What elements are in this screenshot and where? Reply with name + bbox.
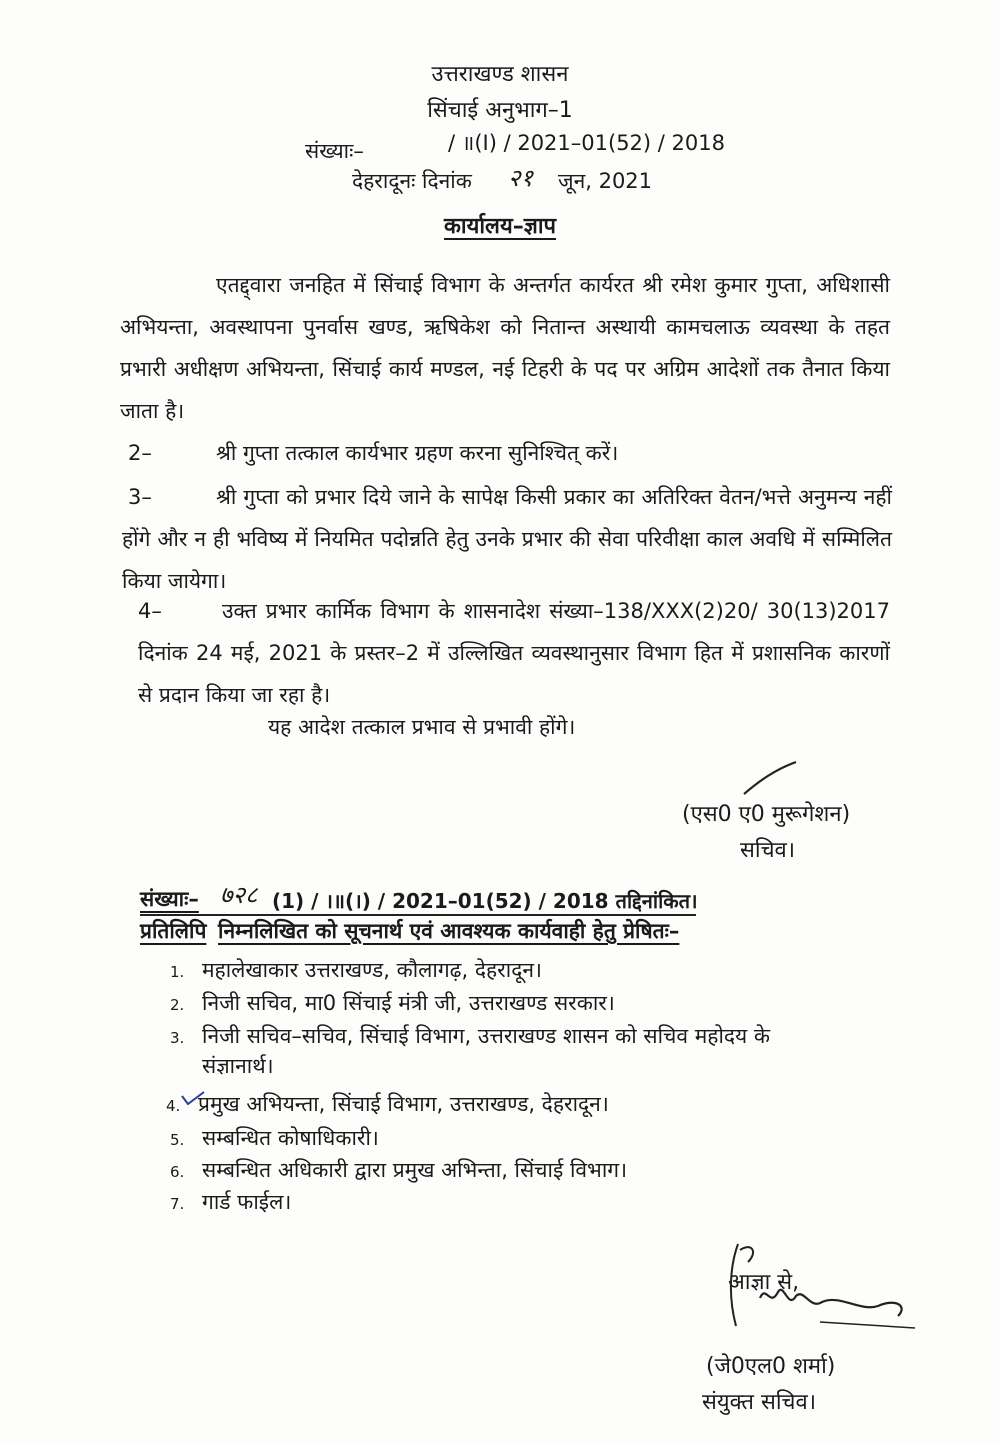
reference-number-label: संख्याः– — [305, 139, 364, 163]
signatory-2-name: (जे0एल0 शर्मा) — [706, 1354, 836, 1379]
handwritten-copy-number: ७२८ — [220, 881, 258, 909]
item-4-text: उक्त प्रभार कार्मिक विभाग के शासनादेश संख्या–138/XXX(2)20/ 30(13)2017 दिनांक 24 मई, 2021 के प्रस्तर–2 में उल्लिखित व्यवस्थानुसार विभाग हित में प्रशासनिक कारणों से प्रदान किया जा रहा है। — [138, 599, 890, 707]
by-order-text: आज्ञा से, — [728, 1270, 800, 1295]
tick-mark-icon — [180, 1090, 206, 1108]
section-name: सिंचाई अनुभाग–1 — [427, 98, 573, 123]
copy-item: 3. निजी सचिव–सचिव, सिंचाई विभाग, उत्तराखण्ड शासन को सचिव महोदय के — [170, 1024, 771, 1048]
signatory-1-name: (एस0 ए0 मुरूगेशन) — [682, 802, 851, 827]
copy-item: 5. सम्बन्धित कोषाधिकारी। — [170, 1126, 379, 1150]
handwritten-date: २१ — [508, 164, 533, 192]
item-2-number: 2– — [128, 441, 152, 465]
item-3-number: 3– — [128, 485, 152, 509]
reference-number: / ॥(I) / 2021–01(52) / 2018 — [448, 131, 725, 155]
copy-item: 6. सम्बन्धित अधिकारी द्वारा प्रमुख अभिन्ता, सिंचाई विभाग। — [170, 1158, 628, 1182]
signature-mark-1 — [740, 758, 800, 798]
item-3-text: श्री गुप्ता को प्रभार दिये जाने के सापेक्ष किसी प्रकार का अतिरिक्त वेतन/भत्ते अनुमन्य नहीं होंगे और न ही भविष्य में नियमित पदोन्नति हेतु उनके प्रभार की सेवा परिवीक्षा काल अवधि में सम्मिलित किया जायेगा। — [122, 485, 892, 593]
copy-item: 1. महालेखाकार उत्तराखण्ड, कौलागढ़, देहरादून। — [170, 958, 542, 982]
copy-label: प्रतिलिपि — [140, 919, 207, 943]
copy-number-label: संख्याः– — [140, 887, 199, 911]
signature-2 — [700, 1236, 920, 1346]
copy-number: (1) / ।॥(।) / 2021–01(52) / 2018 तद्दिनांकित। — [272, 889, 698, 913]
document-title: कार्यालय–ज्ञाप — [443, 214, 557, 239]
copy-item: 7. गार्ड फाईल। — [170, 1190, 292, 1214]
item-4-number: 4– — [138, 599, 162, 623]
paragraph-1: एतद्द्वारा जनहित में सिंचाई विभाग के अन्तर्गत कार्यरत श्री रमेश कुमार गुप्ता, अधिशासी अभियन्ता, अवस्थापना पुनर्वास खण्ड, ऋषिकेश को नितान्त अस्थायी कामचलाऊ व्यवस्था के तहत प्रभारी अधीक्षण अभियन्ता, सिंचाई कार्य मण्डल, नई टिहरी के पद पर अग्रिम आदेशों तक तैनात किया जाता है। — [120, 273, 890, 423]
government-name: उत्तराखण्ड शासन — [431, 62, 569, 87]
closing-line: यह आदेश तत्काल प्रभाव से प्रभावी होंगे। — [268, 715, 576, 739]
place-date-label: देहरादूनः दिनांक — [352, 169, 472, 193]
item-2-text: श्री गुप्ता तत्काल कार्यभार ग्रहण करना सुनिश्चित् करें। — [216, 441, 619, 465]
month-year: जून, 2021 — [558, 169, 653, 193]
signatory-1-designation: सचिव। — [740, 838, 796, 863]
copy-item: 2. निजी सचिव, मा0 सिंचाई मंत्री जी, उत्तराखण्ड सरकार। — [170, 991, 615, 1015]
copy-item: 4. प्रमुख अभियन्ता, सिंचाई विभाग, उत्तराखण्ड, देहरादून। — [166, 1092, 609, 1116]
copy-item-continuation: संज्ञानार्थ। — [202, 1054, 274, 1078]
signatory-2-designation: संयुक्त सचिव। — [702, 1390, 817, 1415]
copy-intro: निम्नलिखित को सूचनार्थ एवं आवश्यक कार्यवाही हेतु प्रेषितः– — [218, 919, 680, 943]
